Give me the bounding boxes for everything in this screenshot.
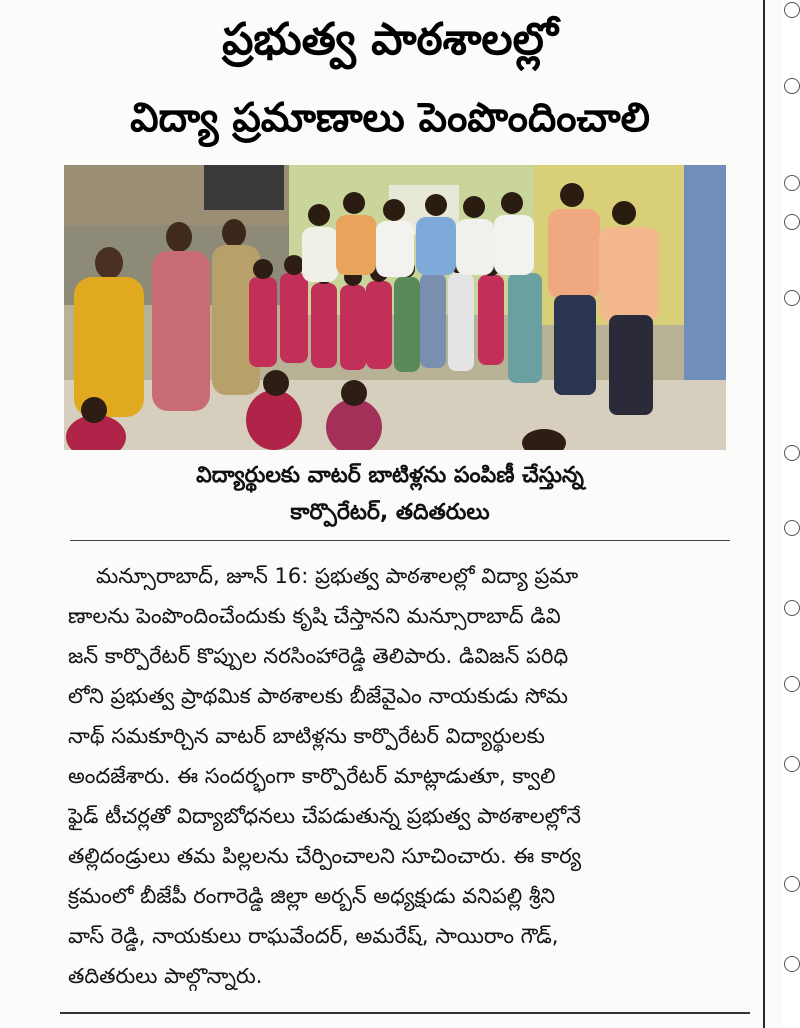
body-line-2: ణాలను పెంపొందించేందుకు కృషి చేస్తానని మన్సూరాబాద్ డివి bbox=[68, 604, 561, 628]
fragment-glyph bbox=[784, 600, 800, 616]
fragment-glyph bbox=[784, 2, 800, 18]
fragment-glyph bbox=[784, 290, 800, 306]
body-line-5: నాథ్ సమకూర్చిన వాటర్ బాటిళ్లను కార్పొరేటర్ విద్యార్థులకు bbox=[68, 724, 545, 748]
fragment-glyph bbox=[784, 175, 800, 191]
fragment-glyph bbox=[784, 520, 800, 536]
adjacent-column-fragment bbox=[782, 0, 800, 1028]
fragment-glyph bbox=[784, 756, 800, 772]
body-line-6: అందజేశారు. ఈ సందర్భంగా కార్పొరేటర్ మాట్లాడుతూ, క్వాలి bbox=[68, 764, 556, 788]
body-line-3: జన్ కార్పొరేటర్ కొప్పుల నరసింహారెడ్డి తెలిపారు. డివిజన్ పరిధి bbox=[68, 644, 569, 668]
body-line-10: వాస్ రెడ్డి, నాయకులు రాఘవేందర్, అమరేష్, సాయిరాం గౌడ్, bbox=[68, 924, 559, 948]
body-line-11: తదితరులు పాల్గొన్నారు. bbox=[68, 964, 263, 988]
body-line-9: క్రమంలో బీజేపీ రంగారెడ్డి జిల్లా అర్బన్ అధ్యక్షుడు వనిపల్లి శ్రీని bbox=[68, 884, 556, 908]
fragment-glyph bbox=[784, 876, 800, 892]
column-divider bbox=[763, 0, 765, 1028]
body-line-7: ఫైడ్ టీచర్లతో విద్యాబోధనలు చేపడుతున్న ప్రభుత్వ పాఠశాలల్లోనే bbox=[68, 804, 581, 828]
headline-line-1: ప్రభుత్వ పాఠశాలల్లో bbox=[222, 14, 558, 65]
body-line-1: మన్సూరాబాద్, జూన్ 16: ప్రభుత్వ పాఠశాలల్లో విద్యా ప్రమా bbox=[96, 564, 579, 588]
fragment-glyph bbox=[784, 676, 800, 692]
caption-divider bbox=[70, 540, 730, 541]
headline-line-2: విద్యా ప్రమాణాలు పెంపొందించాలి bbox=[130, 95, 650, 141]
body-line-4: లోని ప్రభుత్వ ప్రాథమిక పాఠశాలకు బీజేవైఎం నాయకుడు సోమ bbox=[68, 684, 568, 708]
bottom-divider bbox=[60, 1012, 750, 1014]
fragment-glyph bbox=[784, 956, 800, 972]
news-photo-illustration bbox=[64, 165, 726, 450]
fragment-glyph bbox=[784, 445, 800, 461]
news-photo bbox=[64, 165, 726, 450]
body-line-8: తల్లిదండ్రులు తమ పిల్లలను చేర్పించాలని సూచించారు. ఈ కార్య bbox=[68, 844, 582, 868]
fragment-glyph bbox=[784, 78, 800, 94]
photo-caption-line-1: విద్యార్థులకు వాటర్ బాటిళ్లను పంపిణీ చేస్తున్న bbox=[196, 463, 584, 488]
fragment-glyph bbox=[784, 214, 800, 230]
photo-caption-line-2: కార్పొరేటర్, తదితరులు bbox=[290, 500, 490, 525]
